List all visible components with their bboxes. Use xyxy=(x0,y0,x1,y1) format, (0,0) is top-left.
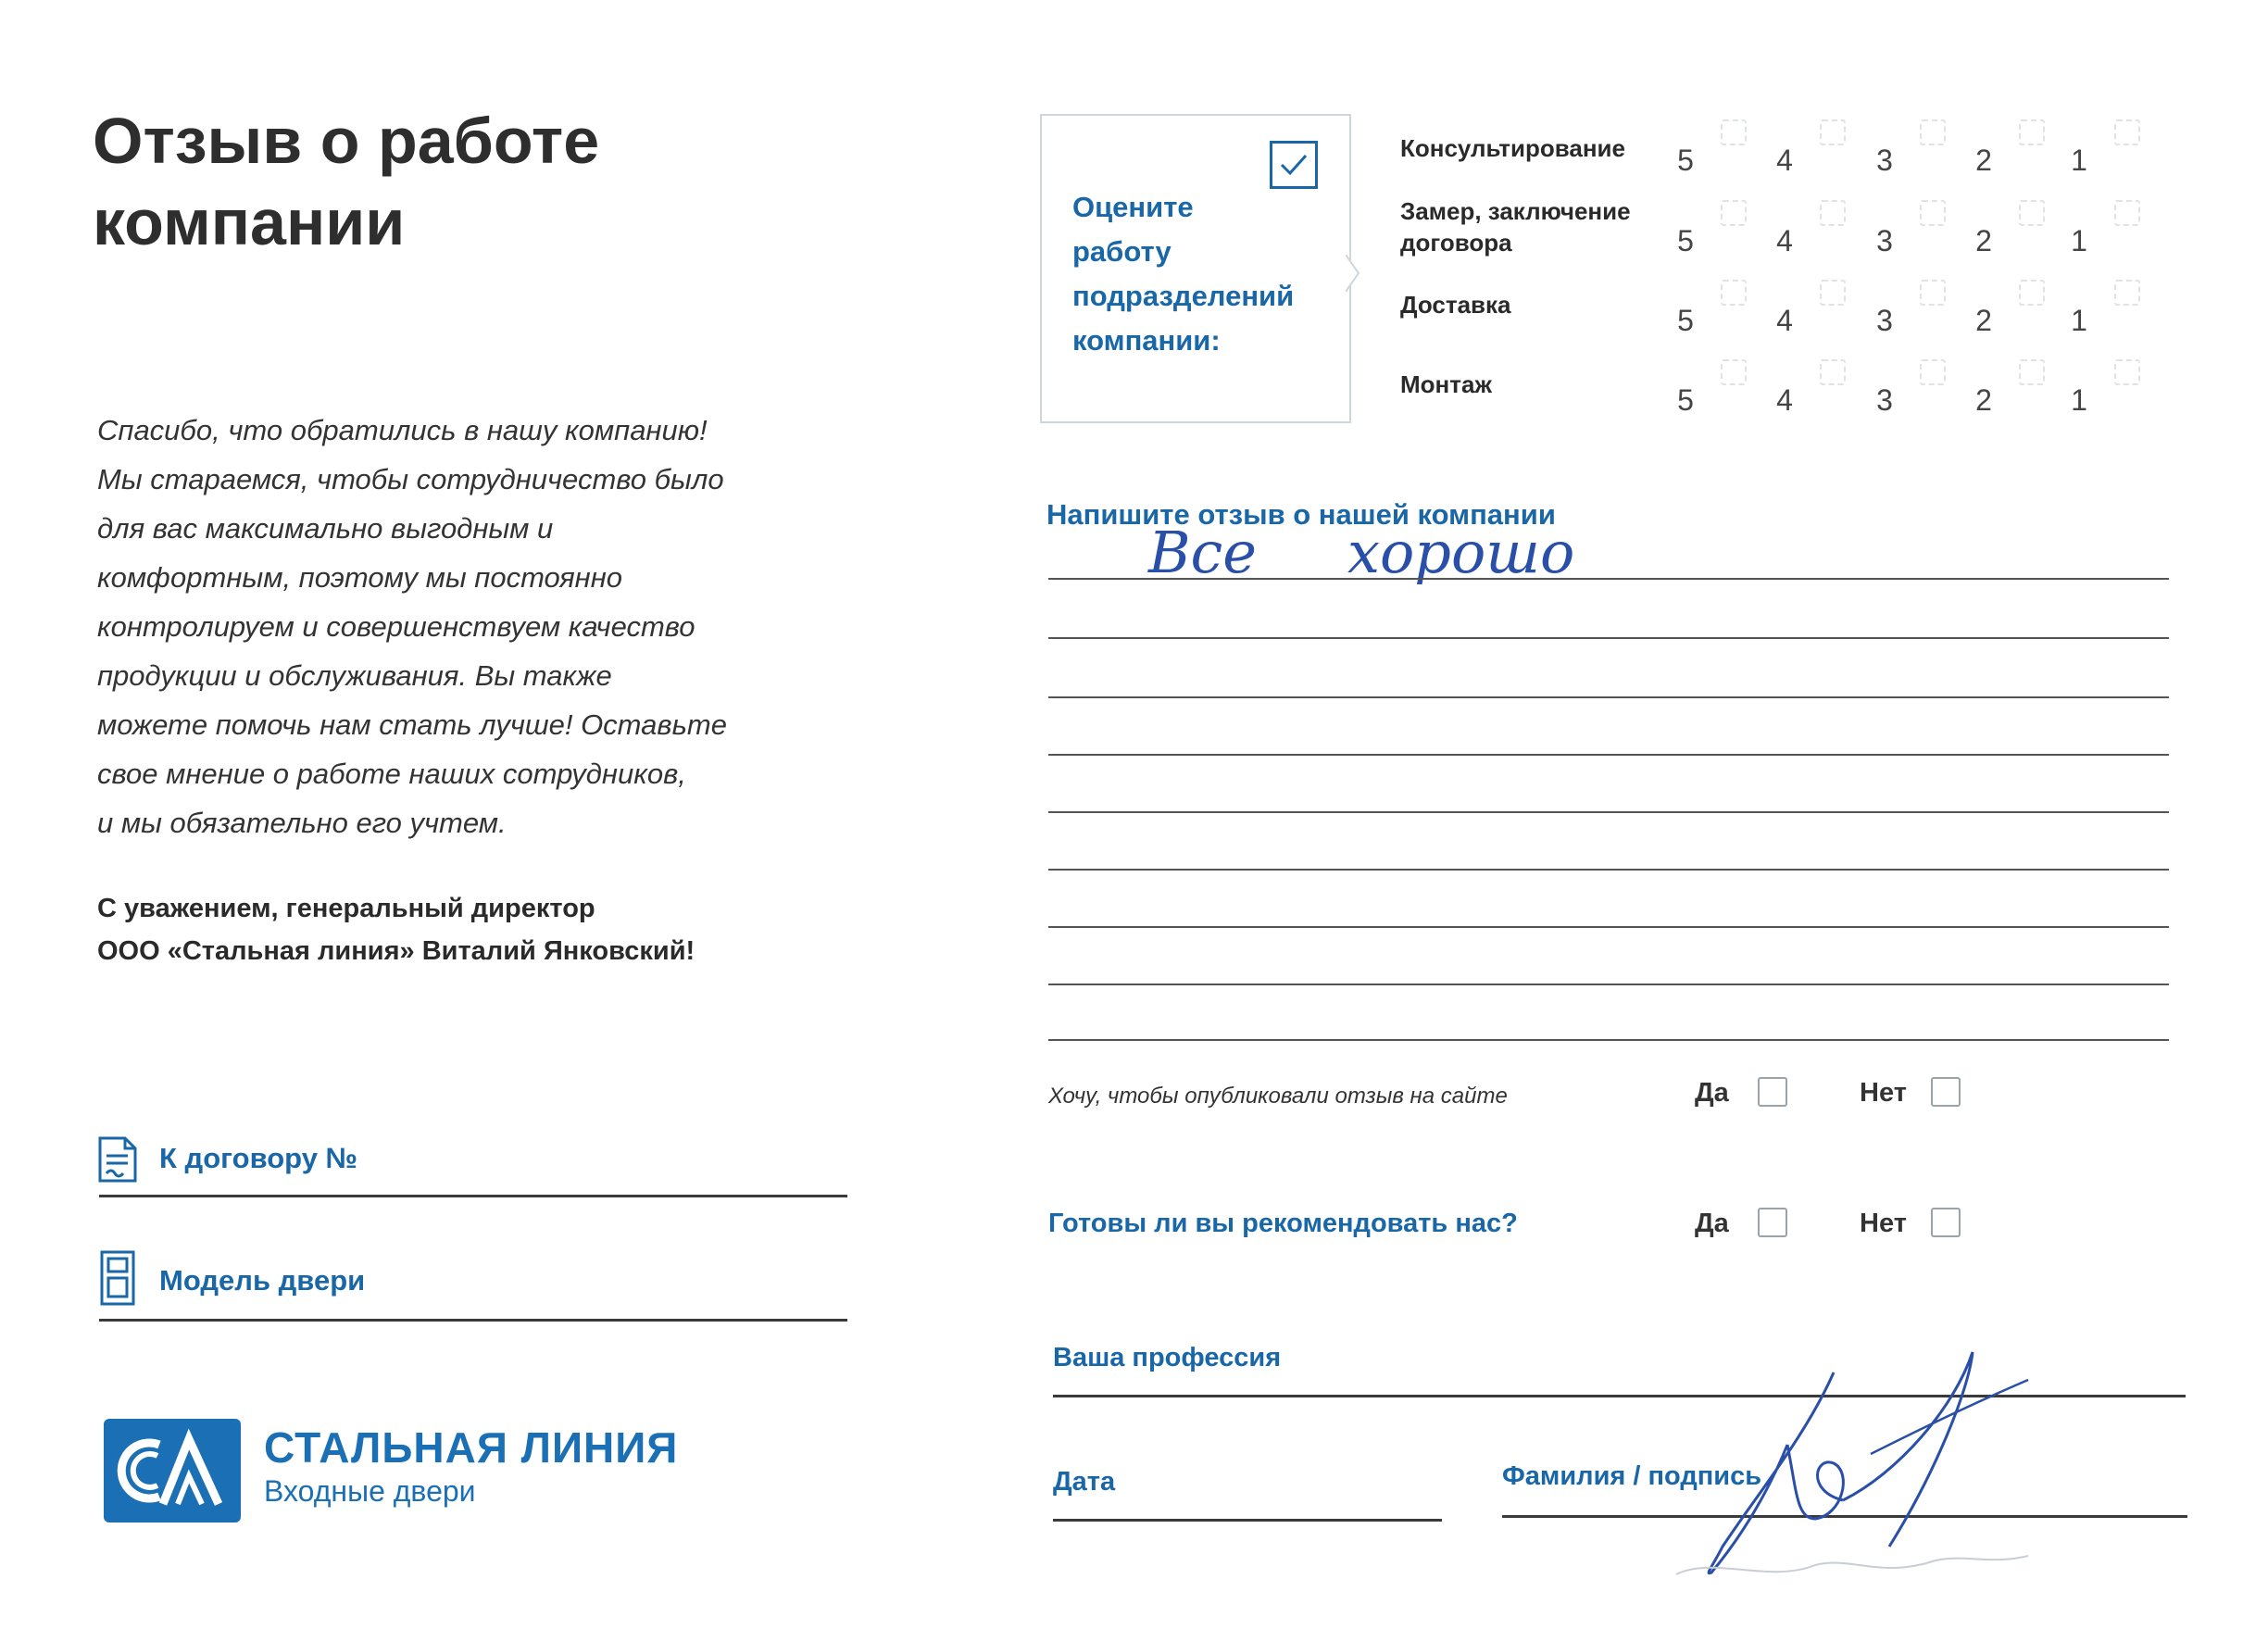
publish-no-checkbox[interactable] xyxy=(1931,1077,1961,1107)
rating-prompt-text xyxy=(1072,185,1294,363)
date-label: Дата xyxy=(1053,1467,1116,1497)
rating-score-option[interactable]: 4 xyxy=(1776,383,1793,417)
rating-score-checkbox[interactable] xyxy=(2019,119,2045,145)
rating-score-option[interactable]: 3 xyxy=(1876,383,1893,417)
rating-score-checkbox[interactable] xyxy=(1820,119,1846,145)
rating-score-checkbox[interactable] xyxy=(1920,359,1946,385)
intro-line: для вас максимально выгодным и xyxy=(97,512,554,545)
review-writing-line xyxy=(1048,754,2169,756)
rating-score-checkbox[interactable] xyxy=(1721,280,1747,306)
category-label: Консультирование xyxy=(1400,134,1625,162)
rating-score-option[interactable]: 1 xyxy=(2071,304,2087,337)
rating-score-option[interactable]: 1 xyxy=(2071,144,2087,177)
review-writing-line xyxy=(1048,984,2169,985)
rating-score-option[interactable]: 2 xyxy=(1975,224,1992,257)
intro-line: контролируем и совершенствуем качество xyxy=(97,610,695,643)
intro-line: Мы стараемся, чтобы сотрудничество было xyxy=(97,463,724,495)
rating-score-option[interactable]: 5 xyxy=(1677,304,1694,337)
contract-number-field[interactable] xyxy=(99,1195,847,1197)
rating-score-option[interactable]: 4 xyxy=(1776,224,1793,257)
rating-score-checkbox[interactable] xyxy=(2114,119,2140,145)
rating-prompt-line: Оцените xyxy=(1072,191,1194,223)
rating-score-option[interactable]: 5 xyxy=(1677,224,1694,257)
recommend-question: Готовы ли вы рекомендовать нас? xyxy=(1048,1209,1518,1238)
rating-score-option[interactable]: 4 xyxy=(1776,144,1793,177)
company-logo-subtitle: Входные двери xyxy=(264,1474,476,1508)
callout-pointer xyxy=(1346,255,1360,292)
recommend-yes-label: Да xyxy=(1695,1209,1729,1238)
rating-score-option[interactable]: 3 xyxy=(1876,144,1893,177)
rating-score-option[interactable]: 5 xyxy=(1677,383,1694,417)
door-icon xyxy=(100,1250,135,1306)
recommend-no-label: Нет xyxy=(1860,1209,1907,1238)
rating-prompt-line: работу xyxy=(1072,235,1172,268)
recommend-no-checkbox[interactable] xyxy=(1931,1208,1961,1237)
rating-score-option[interactable]: 4 xyxy=(1776,304,1793,337)
recommend-yes-checkbox[interactable] xyxy=(1758,1208,1787,1237)
document-icon xyxy=(97,1135,138,1184)
intro-line: Спасибо, что обратились в нашу компанию! xyxy=(97,414,708,446)
ca-monogram-logo xyxy=(104,1419,241,1522)
rating-score-checkbox[interactable] xyxy=(1920,280,1946,306)
intro-line: и мы обязательно его учтем. xyxy=(97,807,507,839)
page-title xyxy=(93,100,741,263)
rating-score-option[interactable]: 5 xyxy=(1677,144,1694,177)
intro-line: можете помочь нам стать лучше! Оставьте xyxy=(97,708,727,741)
handwritten-review-word: Все xyxy=(1148,519,1257,586)
profession-label: Ваша профессия xyxy=(1053,1343,1282,1372)
door-model-label: Модель двери xyxy=(159,1264,366,1297)
rating-score-option[interactable]: 2 xyxy=(1975,144,1992,177)
rating-score-checkbox[interactable] xyxy=(1820,200,1846,226)
rating-score-checkbox[interactable] xyxy=(1721,359,1747,385)
rating-score-checkbox[interactable] xyxy=(1820,359,1846,385)
rating-score-option[interactable]: 1 xyxy=(2071,224,2087,257)
contract-number-label: К договору № xyxy=(159,1142,358,1174)
review-writing-line xyxy=(1048,926,2169,928)
rating-score-checkbox[interactable] xyxy=(2019,200,2045,226)
rating-score-checkbox[interactable] xyxy=(1721,200,1747,226)
rating-category-consulting xyxy=(1400,132,1625,164)
publish-yes-checkbox[interactable] xyxy=(1758,1077,1787,1107)
rating-score-option[interactable]: 3 xyxy=(1876,224,1893,257)
date-field[interactable] xyxy=(1053,1519,1442,1522)
rating-score-option[interactable]: 1 xyxy=(2071,383,2087,417)
handwritten-review-word: хорошо xyxy=(1347,519,1575,586)
review-writing-line xyxy=(1048,869,2169,871)
publish-question: Хочу, чтобы опубликовали отзыв на сайте xyxy=(1048,1084,1508,1109)
publish-no-label: Нет xyxy=(1860,1078,1907,1108)
rating-prompt-line: подразделений xyxy=(1072,280,1295,312)
name-signature-label: Фамилия / подпись xyxy=(1502,1461,1762,1491)
signature-line-2: ООО «Стальная линия» Виталий Янковский! xyxy=(97,936,695,966)
rating-category-installation xyxy=(1400,369,1492,400)
rating-score-option[interactable]: 2 xyxy=(1975,383,1992,417)
rating-score-checkbox[interactable] xyxy=(1820,280,1846,306)
review-writing-line xyxy=(1048,637,2169,639)
rating-score-checkbox[interactable] xyxy=(1721,119,1747,145)
company-logo-name: СТАЛЬНАЯ ЛИНИЯ xyxy=(264,1423,679,1472)
review-writing-line xyxy=(1048,811,2169,813)
door-model-field[interactable] xyxy=(99,1319,847,1322)
rating-score-checkbox[interactable] xyxy=(2114,359,2140,385)
checkmark-icon xyxy=(1270,141,1318,189)
handwritten-signature xyxy=(1658,1334,2121,1611)
rating-score-checkbox[interactable] xyxy=(1920,200,1946,226)
rating-category-delivery xyxy=(1400,289,1511,320)
review-writing-line xyxy=(1048,578,2169,580)
title-line-1: Отзыв о работе xyxy=(93,105,600,177)
review-label: Напишите отзыв о нашей компании xyxy=(1046,498,1556,531)
rating-score-checkbox[interactable] xyxy=(1920,119,1946,145)
rating-score-checkbox[interactable] xyxy=(2114,280,2140,306)
category-label: Монтаж xyxy=(1400,370,1492,398)
director-signature-text xyxy=(97,887,695,972)
intro-line: комфортным, поэтому мы постоянно xyxy=(97,561,623,594)
signature-line-1: С уважением, генеральный директор xyxy=(97,894,595,923)
intro-text xyxy=(97,406,801,847)
rating-category-measurement xyxy=(1400,195,1631,258)
review-writing-line xyxy=(1048,1039,2169,1041)
category-label: договора xyxy=(1400,229,1512,257)
review-writing-line xyxy=(1048,696,2169,698)
title-line-2: компании xyxy=(93,186,406,258)
publish-yes-label: Да xyxy=(1695,1078,1729,1108)
rating-score-option[interactable]: 2 xyxy=(1975,304,1992,337)
category-label: Замер, заключение xyxy=(1400,197,1631,225)
intro-line: продукции и обслуживания. Вы также xyxy=(97,659,612,692)
rating-score-option[interactable]: 3 xyxy=(1876,304,1893,337)
rating-score-checkbox[interactable] xyxy=(2114,200,2140,226)
rating-score-checkbox[interactable] xyxy=(2019,359,2045,385)
rating-score-checkbox[interactable] xyxy=(2019,280,2045,306)
rating-prompt-line: компании: xyxy=(1072,324,1221,357)
category-label: Доставка xyxy=(1400,291,1511,319)
intro-line: свое мнение о работе наших сотрудников, xyxy=(97,758,686,790)
